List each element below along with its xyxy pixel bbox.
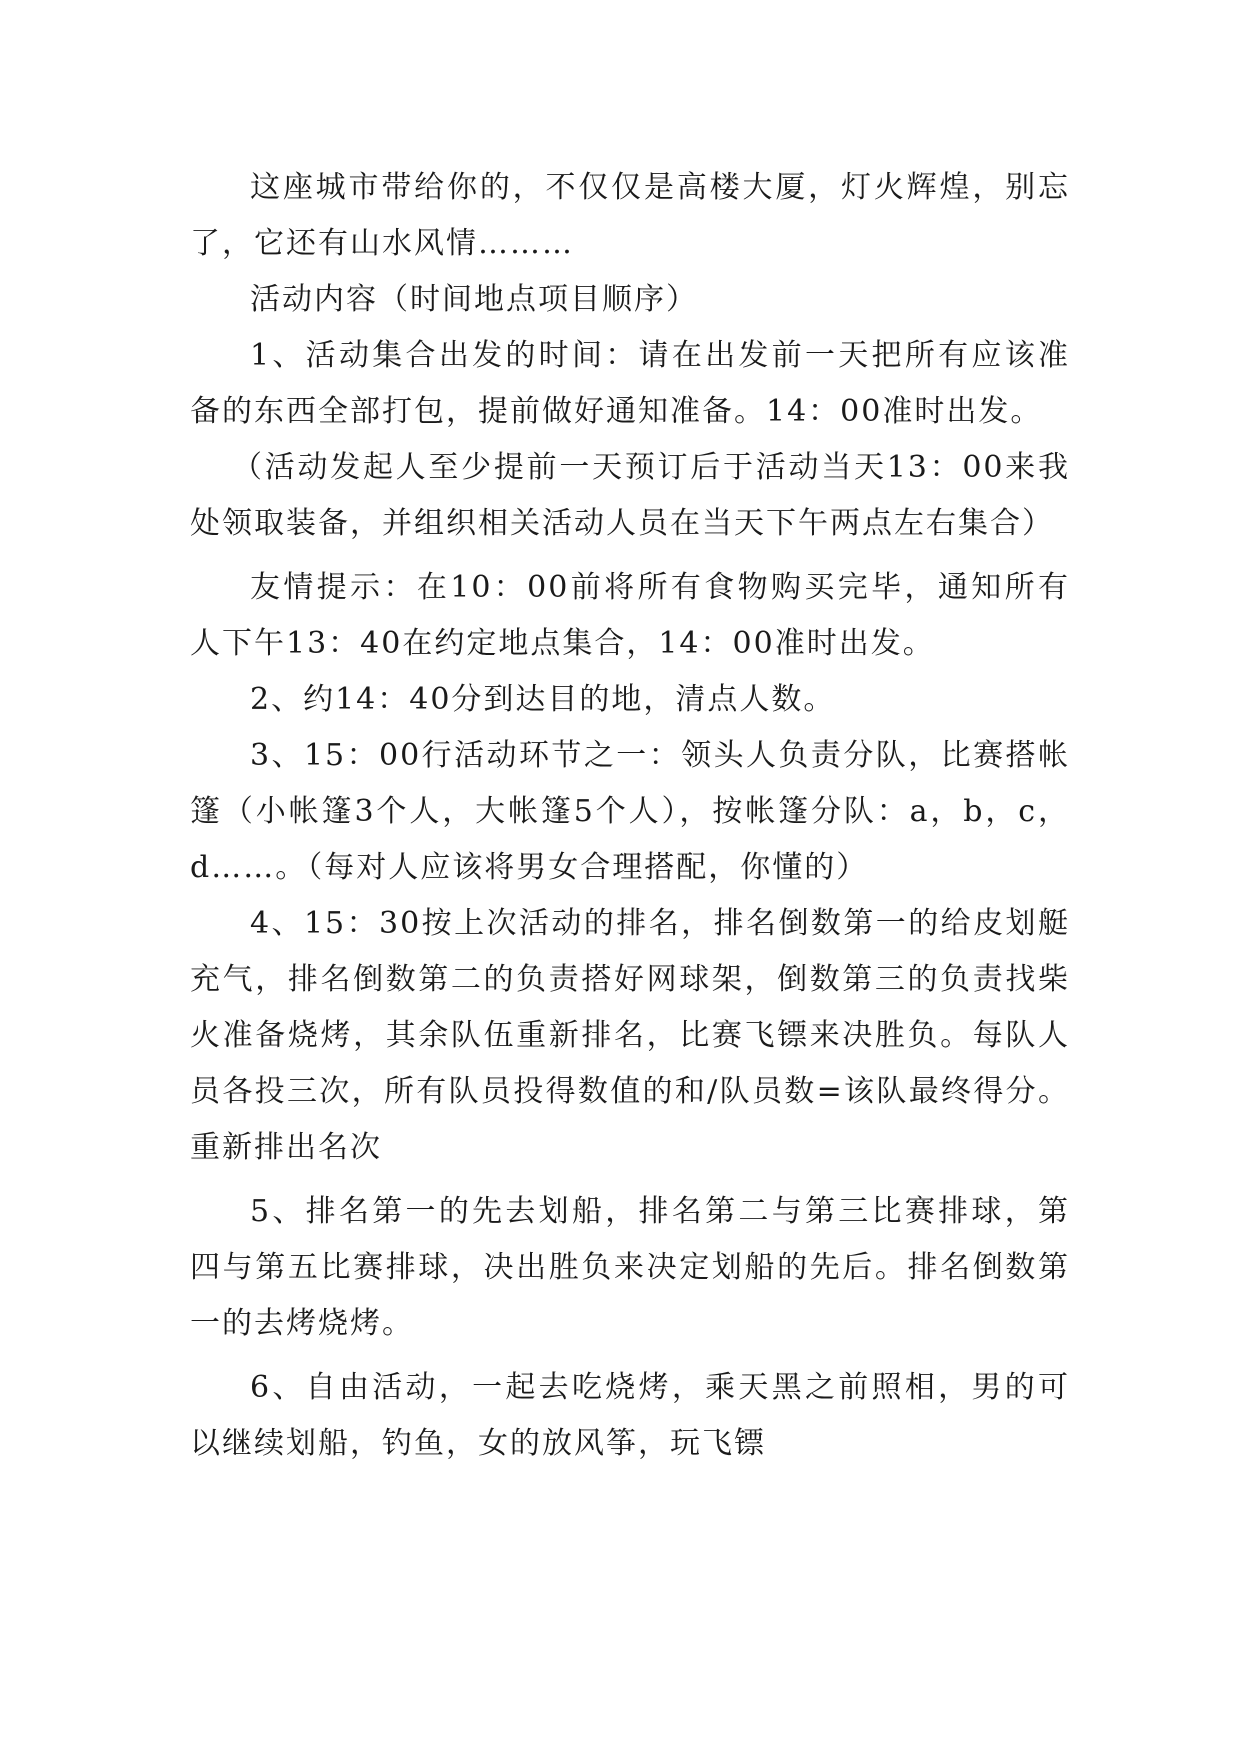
item-1-paragraph: 1、活动集合出发的时间：请在出发前一天把所有应该准备的东西全部打包，提前做好通知准备。14：00准时出发。 [190,338,1070,429]
item-6-paragraph: 6、自由活动，一起去吃烧烤，乘天黑之前照相，男的可以继续划船，钓鱼，女的放风筝，玩飞镖 [190,1370,1070,1461]
tip-paragraph: 友情提示：在10：00前将所有食物购买完毕，通知所有人下午13：40在约定地点集合，14：00准时出发。 [190,570,1070,661]
document-page [190,160,1070,1472]
item-3-paragraph: 3、15：00行活动环节之一：领头人负责分队，比赛搭帐篷（小帐篷3个人，大帐篷5个人），按帐篷分队：a，b，c，d……。（每对人应该将男女合理搭配，你懂的） [190,738,1070,885]
item-1-note-paragraph: （活动发起人至少提前一天预订后于活动当天13：00来我处领取装备，并组织相关活动人员在当天下午两点左右集合） [190,450,1070,541]
item-2-paragraph: 2、约14：40分到达目的地，清点人数。 [250,682,836,717]
item-4-paragraph: 4、15：30按上次活动的排名，排名倒数第一的给皮划艇充气，排名倒数第二的负责搭好网球架，倒数第三的负责找柴火准备烧烤，其余队伍重新排名，比赛飞镖来决胜负。每队人员各投三次，所有队员投得数值的和/队员数=该队最终得分。重新排出名次 [190,906,1070,1165]
section-heading: 活动内容（时间地点项目顺序） [250,282,698,317]
item-5-paragraph: 5、排名第一的先去划船，排名第二与第三比赛排球，第四与第五比赛排球，决出胜负来决定划船的先后。排名倒数第一的去烤烧烤。 [190,1194,1070,1341]
intro-paragraph: 这座城市带给你的，不仅仅是高楼大厦，灯火辉煌，别忘了，它还有山水风情……… [190,170,1070,261]
